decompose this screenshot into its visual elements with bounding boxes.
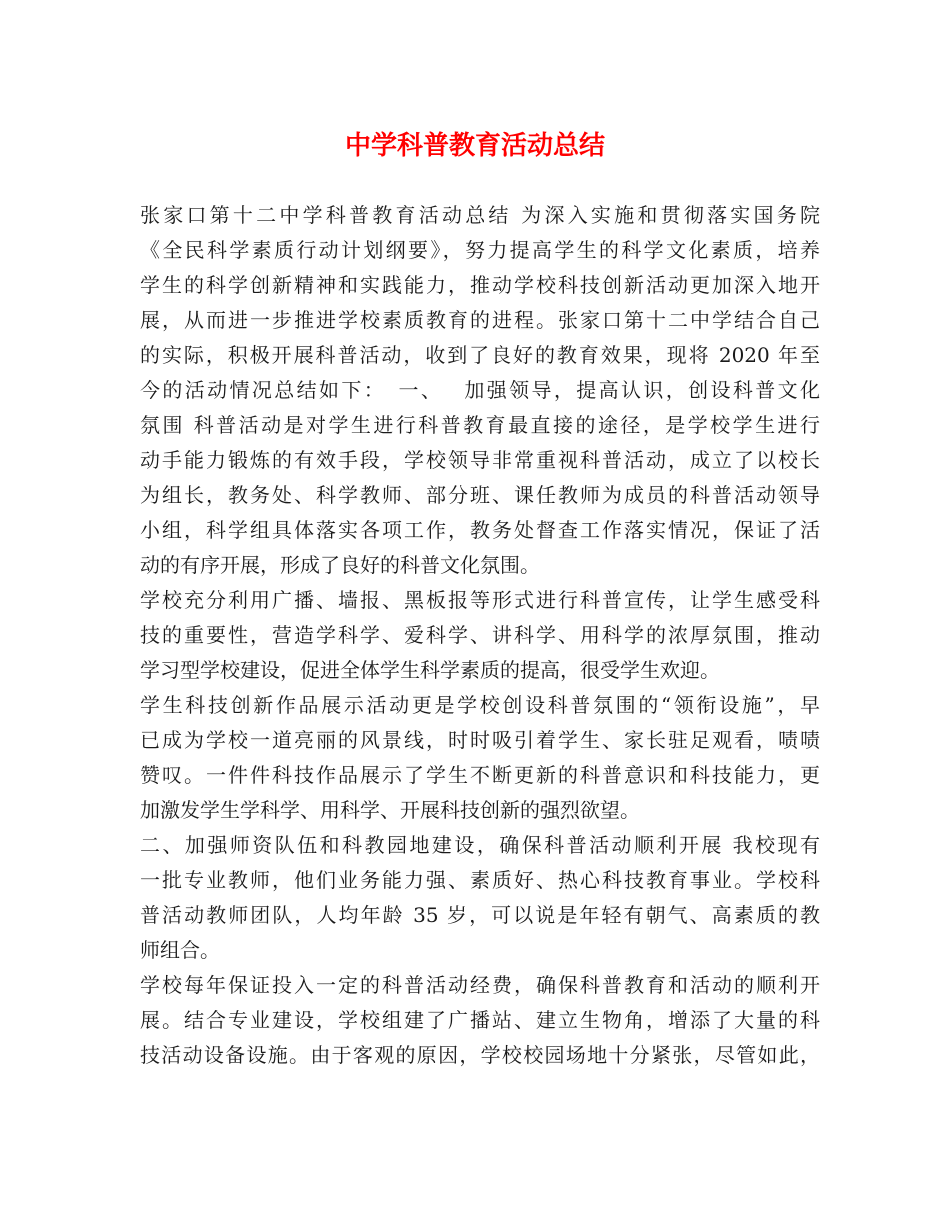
body-line: 师组合。 [140,938,220,962]
body-line: 张家口第十二中学科普教育活动总结 为深入实施和贯彻落实国务院 [140,203,820,227]
body-line: 技活动设备设施。由于客观的原因，学校校园场地十分紧张，尽管如此， [140,1043,820,1067]
body-line: 普活动教师团队，人均年龄 35 岁，可以说是年轻有朝气、高素质的教 [140,903,820,927]
body-line: 赞叹。一件件科技作品展示了学生不断更新的科普意识和科技能力，更 [140,763,820,787]
body-line: 的实际，积极开展科普活动，收到了良好的教育效果，现将 2020 年至 [140,343,820,367]
body-line: 为组长，教务处、科学教师、部分班、课任教师为成员的科普活动领导 [140,483,820,507]
body-line: 学习型学校建设，促进全体学生科学素质的提高，很受学生欢迎。 [140,658,720,682]
body-line: 《全民科学素质行动计划纲要》，努力提高学生的科学文化素质，培养 [140,238,820,262]
document-title: 中学科普教育活动总结 [344,131,605,161]
body-line: 二、加强师资队伍和科教园地建设，确保科普活动顺利开展 我校现有 [140,833,820,857]
body-line: 学生科技创新作品展示活动更是学校创设科普氛围的“领衔设施”，早 [140,693,820,717]
document-body [140,198,820,1073]
body-line: 今的活动情况总结如下： 一、 加强领导，提高认识，创设科普文化 [140,378,820,402]
body-line: 学校充分利用广播、墙报、黑板报等形式进行科普宣传，让学生感受科 [140,588,820,612]
body-line: 一批专业教师，他们业务能力强、素质好、热心科技教育事业。学校科 [140,868,820,892]
body-line: 动的有序开展，形成了良好的科普文化氛围。 [140,553,540,577]
body-line: 展，从而进一步推进学校素质教育的进程。张家口第十二中学结合自己 [140,308,820,332]
body-line: 加激发学生学科学、用科学、开展科技创新的强烈欲望。 [140,798,640,822]
body-line: 学校每年保证投入一定的科普活动经费，确保科普教育和活动的顺利开 [140,973,820,997]
body-line: 学生的科学创新精神和实践能力，推动学校科技创新活动更加深入地开 [140,273,820,297]
body-line: 已成为学校一道亮丽的风景线，时时吸引着学生、家长驻足观看，啧啧 [140,728,820,752]
body-line: 技的重要性，营造学科学、爱科学、讲科学、用科学的浓厚氛围，推动 [140,623,820,647]
body-line: 氛围 科普活动是对学生进行科普教育最直接的途径，是学校学生进行 [140,413,820,437]
body-line: 小组，科学组具体落实各项工作，教务处督查工作落实情况，保证了活 [140,518,820,542]
body-line: 展。结合专业建设，学校组建了广播站、建立生物角，增添了大量的科 [140,1008,820,1032]
body-line: 动手能力锻炼的有效手段，学校领导非常重视科普活动，成立了以校长 [140,448,820,472]
